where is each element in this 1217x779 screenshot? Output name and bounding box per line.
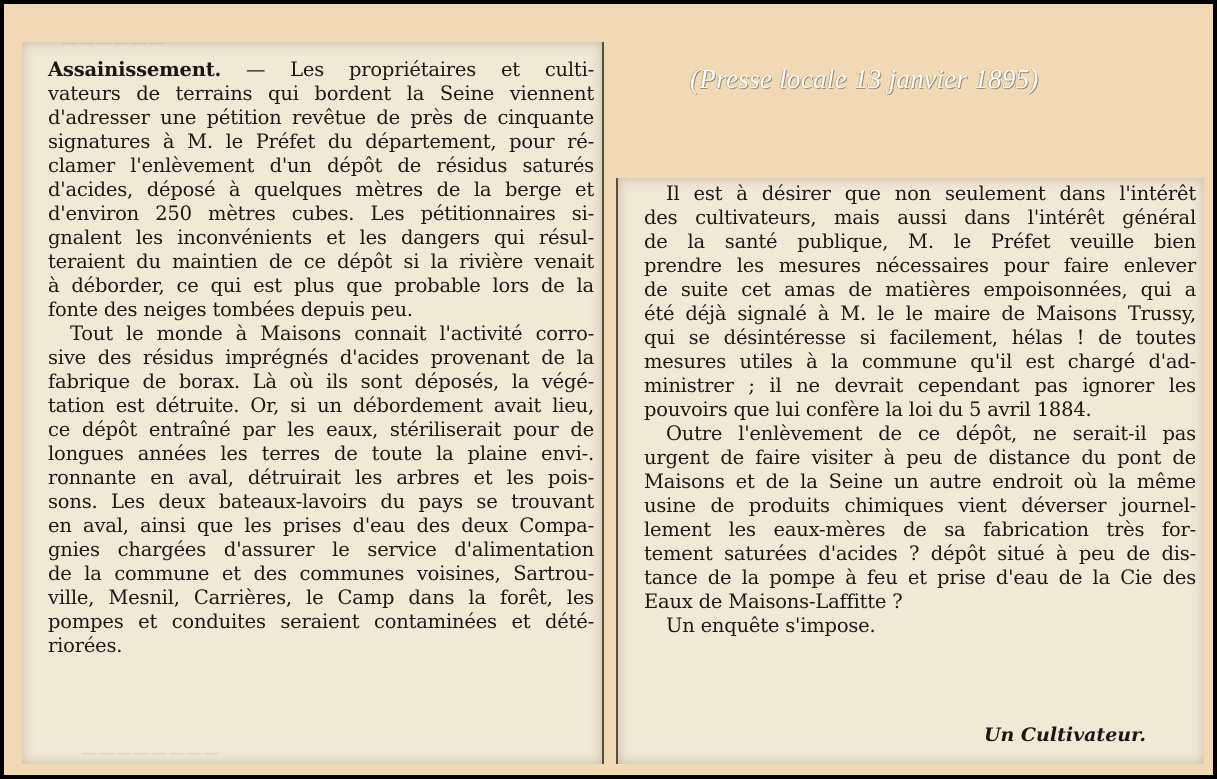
- right-line-2: des cultivateurs, mais aussi dans l'intérêt général: [644, 206, 1196, 229]
- right-line-12: urgent de faire visiter à peu de distance du pont de: [644, 446, 1196, 469]
- left-line-11: fonte des neiges tombées depuis peu.: [48, 298, 413, 321]
- right-line-14: usine de produits chimiques vient déverser journel-: [644, 494, 1196, 517]
- caption: (Presse locale 13 janvier 1895): [690, 64, 1039, 94]
- right-line-13: Maisons et de la Seine un autre endroit où la même: [644, 470, 1196, 493]
- left-line-6: d'acides, déposé à quelques mètres de la berge et: [48, 178, 594, 201]
- left-line-21: gnies chargées d'assurer le service d'alimentation: [48, 538, 594, 561]
- right-line-15: lement les eaux-mères de sa fabrication très for-: [644, 518, 1196, 541]
- left-line-10: à déborder, ce qui est plus que probable lors de la: [48, 274, 594, 297]
- left-line-15: tation est détruite. Or, si un débordement avait lieu,: [48, 394, 594, 417]
- right-line-3: de la santé publique, M. le Préfet veuille bien: [644, 230, 1196, 253]
- right-line-18: Eaux de Maisons-Laffitte ?: [644, 590, 903, 613]
- right-line-5: de suite cet amas de matières empoisonnées, qui a: [644, 278, 1196, 301]
- right-line-16: tement saturées d'acides ? dépôt situé à peu de dis-: [644, 542, 1196, 565]
- left-line-16: ce dépôt entraîné par les eaux, stériliserait pour de: [48, 418, 594, 441]
- right-line-4: prendre les mesures nécessaires pour faire enlever: [644, 254, 1196, 277]
- left-line-8: gnalent les inconvénients et les dangers qui résul-: [48, 226, 594, 249]
- left-line-25: riorées.: [48, 634, 123, 657]
- left-line-18: ronnante en aval, détruirait les arbres et les pois-: [48, 466, 594, 489]
- left-line-19: sons. Les deux bateaux-lavoirs du pays se trouvant: [48, 490, 594, 513]
- right-line-17: tance de la pompe à feu et prise d'eau de la Cie des: [644, 566, 1196, 589]
- article-heading: Assainissement.: [48, 58, 222, 81]
- right-line-6: été déjà signalé à M. le le maire de Maisons Trussy,: [644, 302, 1196, 325]
- left-line-7: d'environ 250 mètres cubes. Les pétitionnaires si-: [48, 202, 594, 225]
- left-line-23: ville, Mesnil, Carrières, le Camp dans la forêt, les: [48, 586, 594, 609]
- right-line-9: ministrer ; il ne devrait cependant pas ignorer les: [644, 374, 1196, 397]
- background-frame: [4, 4, 1213, 775]
- left-line-12: Tout le monde à Maisons connait l'activité corro-: [70, 322, 594, 345]
- left-line-13: sive des résidus imprégnés d'acides provenant de la: [48, 346, 594, 369]
- bleed-through-text: — — — — — —: [62, 42, 164, 51]
- bleed-through-text: — — — — — — — —: [82, 746, 219, 761]
- signature: Un Cultivateur.: [983, 724, 1146, 746]
- left-line-3: d'adresser une pétition revêtue de près de cinquante: [48, 106, 594, 129]
- right-line-19: Un enquête s'impose.: [666, 614, 876, 637]
- left-article-text: [22, 58, 602, 658]
- left-line-24: pompes et conduites seraient contaminées et dété-: [48, 610, 594, 633]
- right-line-10: pouvoirs que lui confère la loi du 5 avril 1884.: [644, 398, 1092, 421]
- newspaper-clipping-left: [22, 42, 604, 764]
- right-line-11: Outre l'enlèvement de ce dépôt, ne serait-il pas: [666, 422, 1196, 445]
- left-line-17: longues années les terres de toute la plaine envi-.: [48, 442, 594, 465]
- right-line-7: qui se désintéresse si facilement, hélas ! de toutes: [644, 326, 1196, 349]
- left-line-9: teraient du maintien de ce dépôt si la rivière venait: [48, 250, 594, 273]
- left-line-20: en aval, ainsi que les prises d'eau des deux Compa-: [48, 514, 594, 537]
- left-line-1: Assainissement. — Les propriétaires et culti-: [48, 58, 594, 81]
- right-line-1: Il est à désirer que non seulement dans l'intérêt: [666, 182, 1196, 205]
- right-article-text: [618, 182, 1204, 638]
- right-line-8: mesures utiles à la commune qu'il est chargé d'ad-: [644, 350, 1196, 373]
- left-line-14: fabrique de borax. Là où ils sont déposés, la végé-: [48, 370, 594, 393]
- left-line-2: vateurs de terrains qui bordent la Seine viennent: [48, 82, 594, 105]
- left-line-5: clamer l'enlèvement d'un dépôt de résidus saturés: [48, 154, 594, 177]
- left-line-4: signatures à M. le Préfet du département, pour ré-: [48, 130, 594, 153]
- left-line-22: de la commune et des communes voisines, Sartrou-: [48, 562, 594, 585]
- newspaper-clipping-right: [616, 178, 1204, 764]
